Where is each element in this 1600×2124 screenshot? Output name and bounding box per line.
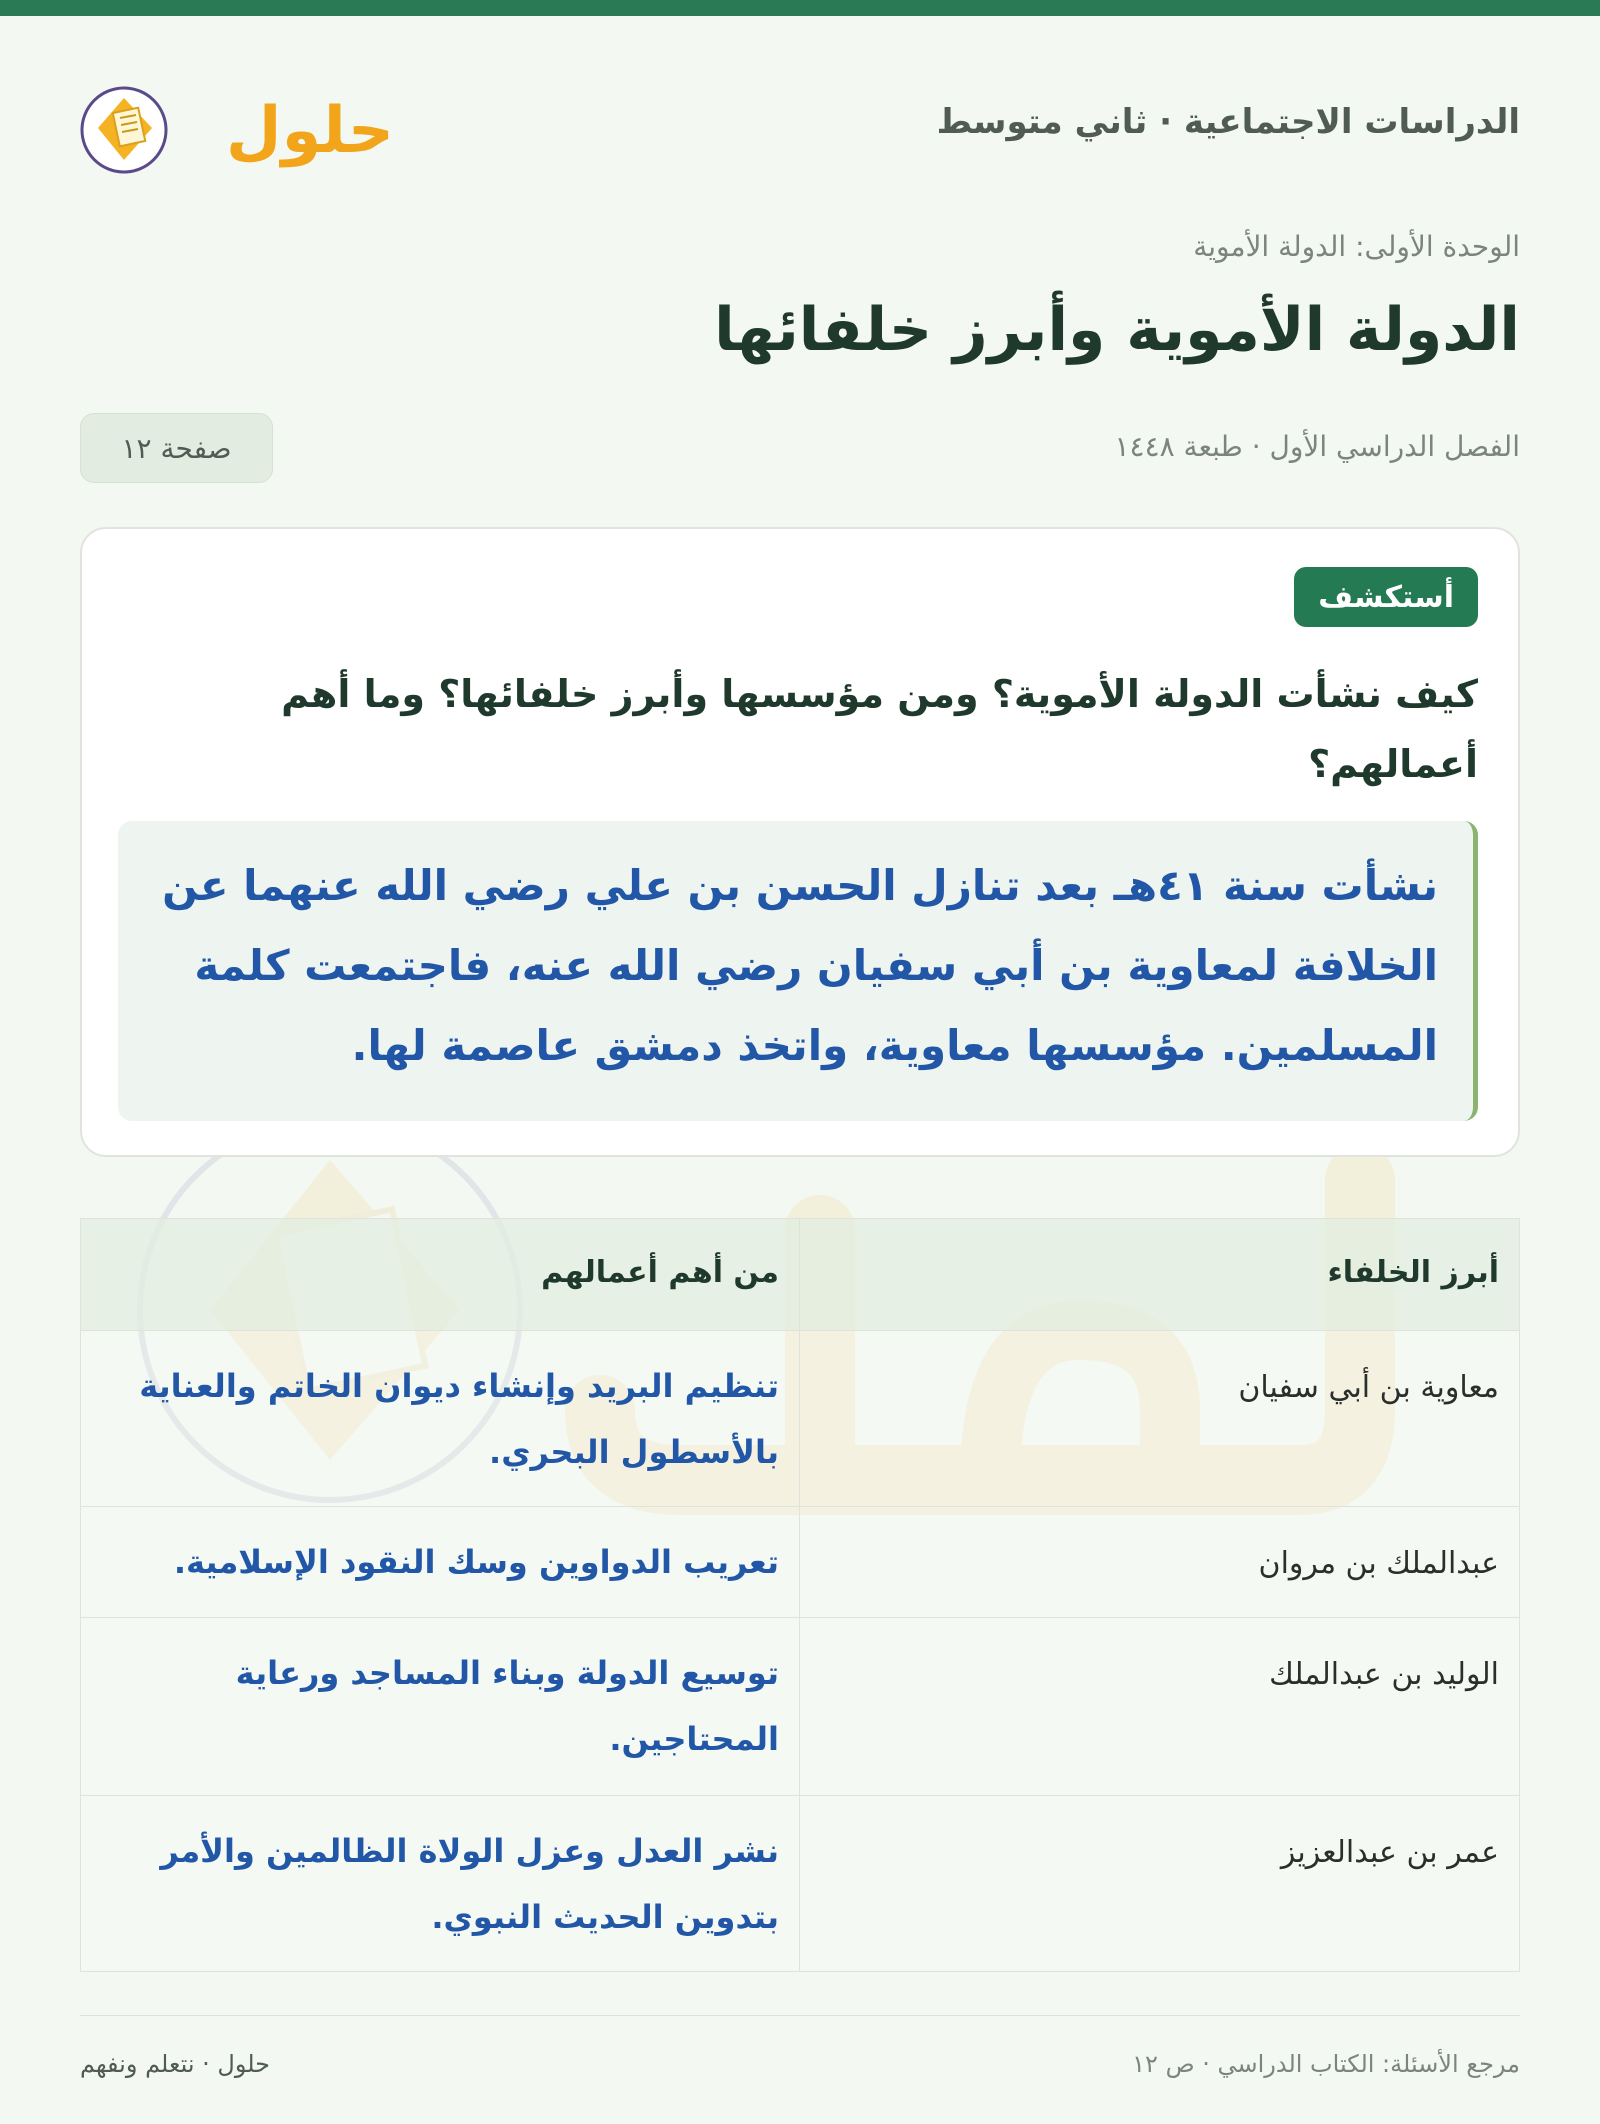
page-header [80, 70, 1520, 180]
caliph-name: معاوية بن أبي سفيان [800, 1331, 1520, 1507]
semester-edition: الفصل الدراسي الأول · طبعة ١٤٤٨ [1114, 430, 1520, 463]
explore-tag: أستكشف [1294, 567, 1478, 627]
subject-title: الدراسات الاجتماعية · ثاني متوسط [936, 102, 1520, 142]
caliph-works: توسيع الدولة وبناء المساجد ورعاية المحتاجين. [81, 1618, 800, 1796]
explore-card [80, 527, 1520, 1157]
svg-text:حلول: حلول [226, 94, 394, 168]
caliph-works: نشر العدل وعزل الولاة الظالمين والأمر بتدوين الحديث النبوي. [81, 1796, 800, 1972]
table-row [81, 1331, 1520, 1507]
caliph-works: تعريب الدواوين وسك النقود الإسلامية. [81, 1507, 800, 1618]
answer-box [118, 821, 1478, 1121]
table-row [81, 1618, 1520, 1796]
answer-text: نشأت سنة ٤١هـ بعد تنازل الحسن بن علي رضي الله عنهما عن الخلافة لمعاوية بن أبي سفيان رضي الله عنه، فاجتمعت كلمة المسلمين. مؤسسها معاوية، واتخذ دمشق عاصمة لها. [162, 861, 1438, 1070]
brand-logo[interactable] [80, 70, 394, 180]
caliph-name: عمر بن عبدالعزيز [800, 1796, 1520, 1972]
caliph-name: الوليد بن عبدالملك [800, 1618, 1520, 1796]
lesson-title: الدولة الأموية وأبرز خلفائها [714, 295, 1520, 365]
table-row [81, 1796, 1520, 1972]
header-caliphs: أبرز الخلفاء [800, 1219, 1520, 1331]
footer-divider [80, 2015, 1520, 2016]
caliph-name: عبدالملك بن مروان [800, 1507, 1520, 1618]
header-works: من أهم أعمالهم [81, 1219, 800, 1331]
top-accent-bar [0, 0, 1600, 16]
page-number-badge: صفحة ١٢ [80, 413, 273, 483]
footer-brand: حلول · نتعلم ونفهم [80, 2050, 270, 2078]
table-header-row [81, 1219, 1520, 1331]
caliphs-table [80, 1218, 1520, 1972]
table-row [81, 1507, 1520, 1618]
logo-icon [80, 70, 394, 180]
unit-label: الوحدة الأولى: الدولة الأموية [1193, 230, 1520, 263]
footer-reference: مرجع الأسئلة: الكتاب الدراسي · ص ١٢ [1132, 2050, 1520, 2078]
explore-question: كيف نشأت الدولة الأموية؟ ومن مؤسسها وأبرز خلفائها؟ وما أهم أعمالهم؟ [281, 672, 1478, 786]
caliph-works: تنظيم البريد وإنشاء ديوان الخاتم والعناية بالأسطول البحري. [81, 1331, 800, 1507]
